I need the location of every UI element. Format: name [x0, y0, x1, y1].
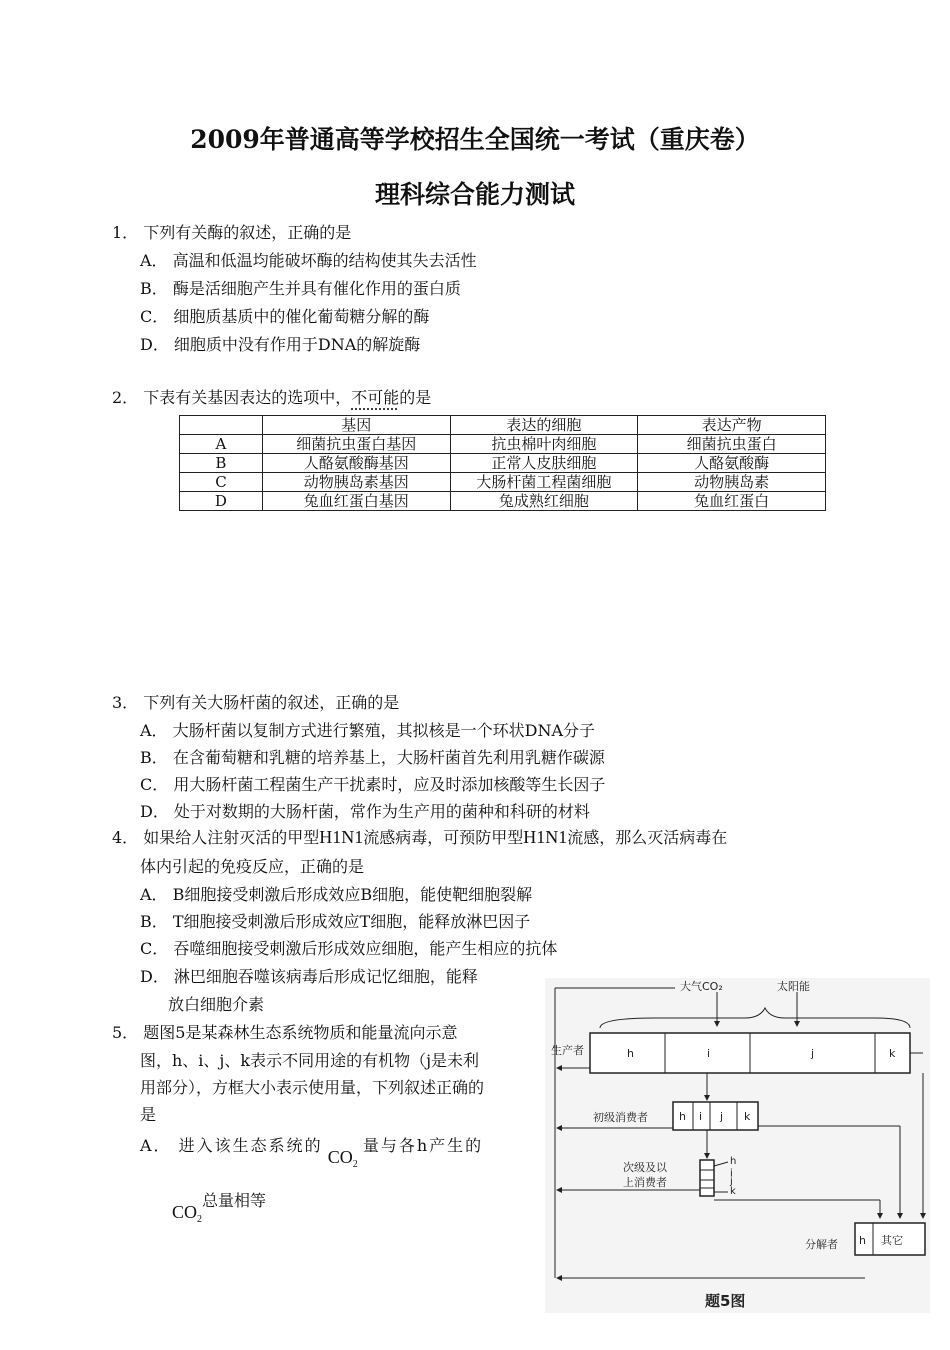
solar-energy-label: 太阳能	[777, 980, 810, 993]
q3-option-c: C． 用大肠杆菌工程菌生产干扰素时，应及时添加核酸等生长因子	[140, 775, 606, 794]
q3-option-d: D． 处于对数期的大肠杆菌，常作为生产用的菌种和科研的材料	[140, 802, 590, 821]
label-i: i	[707, 1047, 711, 1060]
label-k: k	[730, 1186, 736, 1197]
q5-stem-line4: 是	[140, 1105, 157, 1124]
table-cell: 细菌抗虫蛋白基因	[262, 435, 450, 454]
q1-stem: 1． 下列有关酶的叙述，正确的是	[112, 223, 352, 242]
table-cell: 兔成熟红细胞	[450, 492, 638, 511]
q4-option-b: B． T细胞接受刺激后形成效应T细胞，能释放淋巴因子	[140, 912, 531, 931]
table-cell: 兔血红蛋白基因	[262, 492, 450, 511]
q1-option-b: B． 酶是活细胞产生并具有催化作用的蛋白质	[140, 279, 461, 298]
producer-label: 生产者	[551, 1044, 584, 1057]
table-cell: 大肠杆菌工程菌细胞	[450, 473, 638, 492]
page-subtitle: 理科综合能力测试	[374, 180, 575, 209]
page-title: 2009年普通高等学校招生全国统一考试（重庆卷）	[190, 125, 760, 154]
table-cell: B	[180, 454, 263, 473]
table-cell: 细菌抗虫蛋白	[638, 435, 826, 454]
label-h: h	[859, 1234, 866, 1247]
label-h: h	[627, 1047, 634, 1060]
figure-background	[545, 978, 930, 1313]
label-i: i	[730, 1168, 733, 1179]
table-cell: 人酪氨酸酶基因	[262, 454, 450, 473]
q1-option-c: C． 细胞质基质中的催化葡萄糖分解的酶	[140, 307, 430, 326]
table-cell: 正常人皮肤细胞	[450, 454, 638, 473]
q5-stem-line1: 5． 题图5是某森林生态系统物质和能量流向示意	[112, 1023, 458, 1042]
q1-option-d: D． 细胞质中没有作用于DNA的解旋酶	[140, 335, 421, 354]
table-row	[180, 435, 826, 454]
table-cell: D	[180, 492, 263, 511]
q4-option-d-cont: 放白细胞介素	[168, 995, 265, 1014]
label-h: h	[730, 1156, 737, 1167]
ecosystem-flow-figure	[545, 978, 930, 1313]
table-cell: C	[180, 473, 263, 492]
label-j: j	[730, 1176, 733, 1187]
q5-option-a-cont: $CO_2$总量相等	[172, 1191, 267, 1225]
q5-stem-line3: 用部分），方框大小表示使用量，下列叙述正确的	[140, 1078, 485, 1097]
table-cell: 兔血红蛋白	[638, 492, 826, 511]
table-header-cell: 表达的细胞	[450, 416, 638, 435]
table-cell: 人酪氨酸酶	[638, 454, 826, 473]
q4-stem-line2: 体内引起的免疫反应，正确的是	[140, 857, 365, 876]
q5-stem-line2: 图，h、i、j、k表示不同用途的有机物（j是未利	[140, 1051, 480, 1070]
label-h: h	[679, 1110, 686, 1123]
q4-option-c: C． 吞噬细胞接受刺激后形成效应细胞，能产生相应的抗体	[140, 939, 558, 958]
secondary-consumer-box	[700, 1160, 714, 1196]
q3-option-a: A． 大肠杆菌以复制方式进行繁殖，其拟核是一个环状DNA分子	[140, 721, 596, 740]
table-cell: 动物胰岛素基因	[262, 473, 450, 492]
gene-expression-table	[179, 415, 826, 511]
table-header-cell: 表达产物	[638, 416, 826, 435]
secondary-consumer-label-b: 上消费者	[623, 1176, 667, 1189]
label-i: i	[699, 1110, 703, 1123]
co2-formula: $CO_2$	[327, 1147, 358, 1170]
q5-option-a: A． 进入该生态系统的 $CO_2$ 量与各h产生的	[140, 1136, 484, 1170]
table-row	[180, 492, 826, 511]
atmosphere-co2-label: 大气CO₂	[680, 980, 723, 993]
label-k: k	[744, 1110, 751, 1123]
table-cell: 动物胰岛素	[638, 473, 826, 492]
table-cell: A	[180, 435, 263, 454]
label-k: k	[889, 1047, 896, 1060]
table-header-row	[180, 416, 826, 435]
q4-stem: 4． 如果给人注射灭活的甲型H1N1流感病毒，可预防甲型H1N1流感，那么灭活病毒在	[112, 827, 728, 847]
virus-name: H1N1	[319, 827, 364, 847]
label-j: j	[720, 1110, 724, 1123]
q4-option-a: A． B细胞接受刺激后形成效应B细胞，能使靶细胞裂解	[140, 885, 533, 904]
virus-name: H1N1	[523, 827, 568, 847]
emphasis-not-possible: 不可能	[351, 388, 400, 407]
q3-stem: 3． 下列有关大肠杆菌的叙述，正确的是	[112, 693, 400, 712]
primary-consumer-label: 初级消费者	[593, 1111, 648, 1124]
q2-stem: 2． 下表有关基因表达的选项中，不可能的是	[112, 388, 432, 407]
table-row	[180, 473, 826, 492]
decomposer-label: 分解者	[805, 1238, 838, 1251]
q3-option-b: B． 在含葡萄糖和乳糖的培养基上，大肠杆菌首先利用乳糖作碳源	[140, 748, 605, 767]
q4-option-d: D． 淋巴细胞吞噬该病毒后形成记忆细胞，能释	[140, 967, 478, 986]
table-header-cell	[180, 416, 263, 435]
table-row	[180, 454, 826, 473]
co2-formula: $CO_2$	[172, 1202, 203, 1225]
table-cell: 抗虫棉叶肉细胞	[450, 435, 638, 454]
secondary-consumer-label-a: 次级及以	[623, 1161, 667, 1174]
label-j: j	[811, 1047, 815, 1060]
q1-option-a: A． 高温和低温均能破坏酶的结构使其失去活性	[140, 251, 477, 270]
figure-caption: 题5图	[705, 1292, 746, 1310]
other-label: 其它	[881, 1234, 903, 1247]
table-header-cell: 基因	[262, 416, 450, 435]
